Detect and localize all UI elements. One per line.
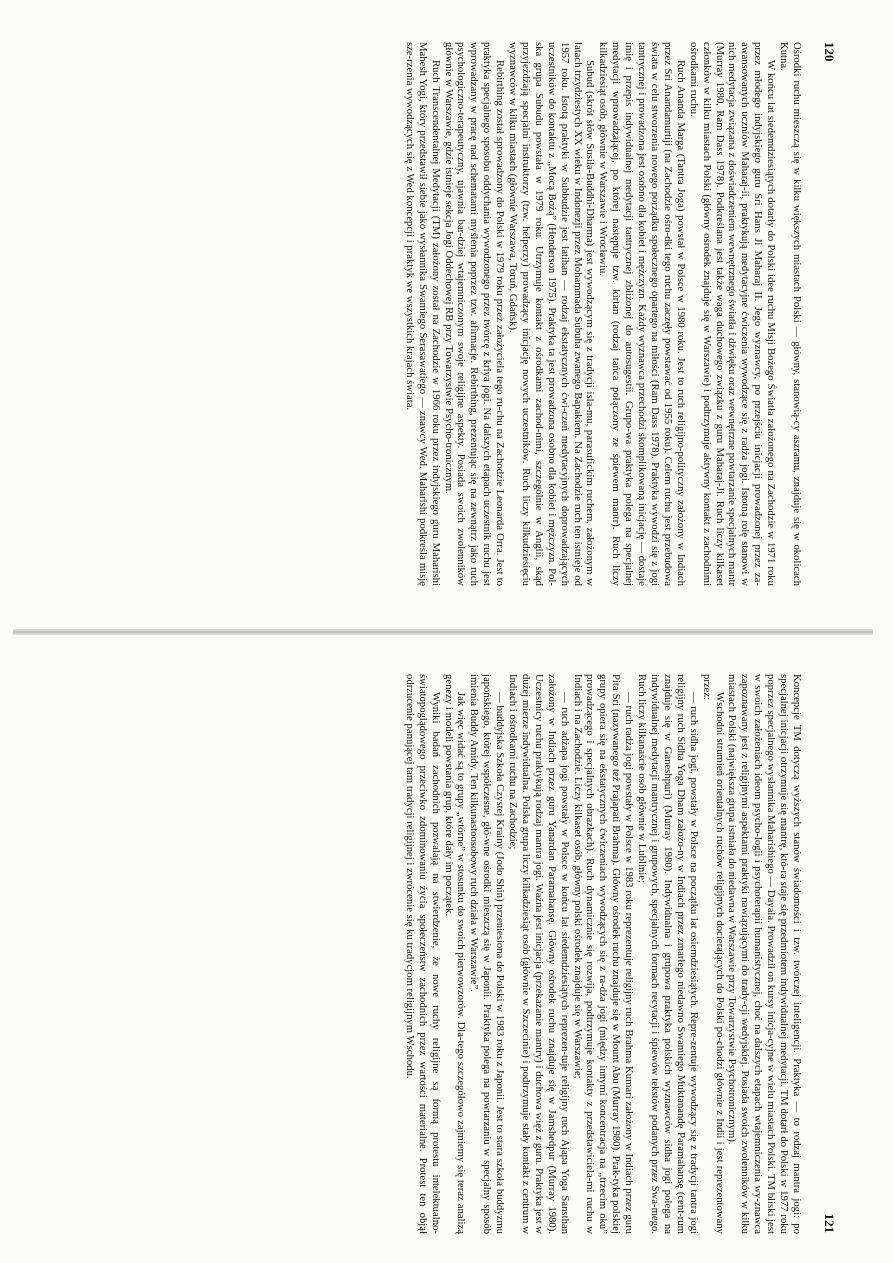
paragraph: Ośrodki ruchu mieszczą się w kilku większych miastach Polski — główny, stanowią-cy aszramu, znajduje się w okolicach Kutna. [778, 42, 803, 586]
right-page-text [403, 674, 803, 1234]
paragraph: Rebirthing został sprowadzony do Polski w 1979 roku przez założyciela tego ru-chu na Zachodzie Leonarda Orra. Jest to praktyka specjalnego sposobu oddychania wywodzonego przez twórcę z kriya jogi. Na dalszych etapach uczestnik ruchu jest wprowadzany w pracę nad schematami myślenia poprzez tzw. afirmacje. Rebirthing, prezentując się na zewnątrz jako ruch psychologiczno-terapeutyczny, ujawnia bar-dziej wtajemniczonym swoje religijne aspekty. Posiada swoich zwolenników głównie w Warszawie, gdzie istnieje sekcja Jogi Oddechowej RB przy Towarzystwie Psycho-tronicznym. [442, 42, 507, 586]
paragraph: Ruch Ananda Marga (Tantra Joga) powstał w Polsce w 1980 roku. Jest to ruch religijno-polityczny założony w Indiach przez Sri Anandamurtiji (na Zachodzie ośro-dki tego ruchu zaczęły powstawać od 1955 roku). Celem ruchu jest przebudowa świata w celu stworzenia nowego porządku społecznego opartego na miłości (Ram Dass 1978). Praktyka wywodzi się z jogi tantrycznej i prowadzona jest osobno dla kobiet i mężczyzn. Każdy wyznawca przechodzi skomplikowaną inicjację — dostaje imię i przepis indywidualnej medytacji tantrycznej zbliżonej do autosugestii. Grupo-wa praktyka polega na specjalnej medytacji wprowadzającej, po której następuje tzw. kirtan (rodzaj tańca połączony ze śpiewem mantr). Ruch liczy kilkadziesiąt osób, głównie w Warszawie i Wrocławiu. [597, 42, 687, 586]
page-number-left: 120 [822, 42, 837, 62]
right-page [0, 632, 893, 1263]
paragraph: Ruch Transcendentalnej Medytacji (TM) założony został na Zachodzie w 1966 roku przez indyjskiego guru Maharishi Mahesh Yogi, który przedstawił siebie jako wysłannika Swamiego Serasawatiego — znawcy Wed. Maharishi podkreśla misję sze-rzenia wywodzących się z Wed koncepcji i praktyk we wszystkich krajach świata. [403, 42, 442, 586]
list-item: — ruch sidha jogi, powstały w Polsce na początku lat osiemdziesiątych. Repre-zentuje wywodzący się z tradycji tantra jogi religijny ruch Sidha Yoga Dham założo-ny w Indiach przez zmarłego niedawno Swamiego Muktanandę Paramahansę (cent-rum znajduje się w Ganeshpuri) (Murray 1980). Indywidualna i grupowa praktyka polskich wyznawców sidha jogi polega na indywidualnej medytacji mantrycznej i grupowych, specjalnych formach recytacji i śpiewów tekstów podanych przez Swa-mego. Ruch liczy kilkanaście osób głównie w Lublinie; [636, 674, 700, 1234]
list-item: — ruch adżapa jogi powstały w Polsce w końcu lat siedemdziesiątych reprezen-tuje religijny ruch Ajapa Yoga Sansthan założony w Indiach przez guru Yanardan Paramahansę. Główny ośrodek ruchu znajduje się w Jamshedpur (Murray 1980). Uczestnicy ruchu praktykują rodzaj mantra jogi. Ważna jest inicjacja (przekazanie mantry) i duchowa więź z guru. Praktyka jest w dużej mierze indywidualna. Polska grupa liczy kilkadziesiąt osób (głównie w Szczecinie) i podtrzymuje stały kontakt z centrum w Indiach i ośrodkami ruchu na Zachodzie; [507, 674, 571, 1234]
paragraph: Wschodni strumień orientalnych ruchów religijnych docierających do Polski po-chodzi głównie z Indii i jest reprezentowany przez: [700, 674, 726, 1234]
list-item: — ruch radża jogi powstały w Polsce w 1983 roku reprezentuje religijny ruch Brahma Kumari założony w Indiach przez guru Pita Sri (nazywanego też Prajapati Brahma). Główny ośrodek ruchu znajduje się w Mount Abu (Murray 1980). Prak-tyka polskiej grupy opiera się na ekstatycznych ćwiczeniach wywodzących się z ra-dża jogi (między innymi koncentracja na „trzecim oku” prowadzącego i specjalnych obrazkach). Ruch dynamicznie się rozwija, podtrzymuje kontakty z przedstawiciela-mi ruchu w Indiach i na Zachodzie. Liczy kilkaset osób, główny polski ośrodek znajduje się w Warszawie; [571, 674, 636, 1234]
paragraph: Jak więc widać są to grupy „wtórne” w stosunku do swoich pierwowzorów. Dla-tego szczegółowo zajmiemy się teraz analizą genezy i modeli powstania grup, które dały im początek. [442, 674, 468, 1234]
paragraph: Subud (skrót słów Susila-Buddhi-Dharma) jest wywodzącym się z tradycji isla-mu, parasufickim ruchem, założonym w latach trzydziestych XX wieku w Indonezji przez Mohammada Subuha zwanego Bapakiem. Na Zachodzie ruch ten istnieje od 1957 roku. Istotą praktyki w Subbudzie jest latihan — rodzaj ekstatycznych ćwi-czeń medytacyjnych doprowadzających uczestników do kontaktu z „Mocą Bożą” (Henderson 1975). Praktyka ta jest prowadzona osobno dla kobiet i mężczyzn. Pol-ska grupa Subudu powstała w 1979 roku. Utrzymuje kontakt z ośrodkami zachod-nimi, szczególnie w Anglii, skąd przyjeżdżają specjalni instruktorzy (tzw. helperzy) prowadzący inicjację nowych uczestników. Ruch liczy kilkudziesięciu wyznawców w kilku miastach (głównie Warszawa, Toruń, Gdańsk). [507, 42, 597, 586]
page-number-right: 121 [822, 1213, 837, 1233]
left-page-text [403, 42, 803, 586]
paragraph: Wyniki badań zachodnich pozwalają na stwierdzenie, że nowe ruchy religijne są formą protestu intelektualno-światopoglądowego przeciwko zdominowaniu życia społeczeństw zachodnich przez wartości materialne. Protest ten objął odrzucenie panującej tam tradycji religijnej i zwrócenie się ku tradycjom religijnym Wschodu. [403, 674, 442, 1234]
list-item: — buddyjska Szkoła Czystej Krainy (Jodo Shin) przeniesiona do Polski w 1983 roku z Japonii. Jest to stara szkoła buddyzmu japońskiego, której współczesne, głó-wne ośrodki mieszczą się w Japonii. Praktyka polega na powtarzaniu w specjalny sposób imienia Buddy Amidy. Ten kilkunastoosobowy ruch działa w Warszawie”. [468, 674, 507, 1234]
paragraph: Koncepcje TM dotyczą wyższych stanów świadomości i tzw. twórczej inteligencji. Praktyka — to rodzaj mantra jogi: po specjalnej inicjacji otrzymuje się mantrę, któ-ra staje się przedmiotem indywidualnej medytacji. TM dotarł do Polski w 1977 roku poprzez specjalnego wysłannika Maharishiego — Dayala. Prowadził on kursy inicja-cyjne w wielu miastach Polski. TM bliski jest w swoich założeniach ideom psycho-logii i psychoterapii humanistycznej, choć na dalszych etapach wtajemniczenia wy-znawca zapoznawany jest z religijnymi aspektami praktyki nawiązującymi do trady-cji wedyjskiej. Posiada swoich zwolenników w kilku miastach Polski (największa grupa istniała do niedawna w Warszawie przy Towarzystwie Psychotronicznym). [726, 674, 803, 1234]
paragraph: W końcu lat siedemdziesiątych dotarły do Polski idee ruchu Misji Bożego Światła założonego na Zachodzie w 1971 roku przez młodego indyjskiego guru Sri Hans Ji Maharaj II. Jego wyznawcy, po przejściu inicjacji prowadzonej przez za-awansowanych uczniów Maharaj-ii, praktykują medytacyjne ćwiczenia wywodzące się z radża jogi. Istotną rolę stanowi w nich medytacja związana z doświadczeniem wewnętrznego światła i dźwięku oraz wewnętrzne powtarzanie specjalnych mantr (Murray 1980, Ram Dass 1978). Podkreślana jest także waga duchowego związku z guru Maharaj-Ji. Ruch liczy kilkaset członków w kilku miastach Polski (główny ośrodek znajduje się w Warszawie) i podtrzymuje aktywny kontakt z zachodnimi ośrodkami ruchu. [687, 42, 778, 586]
